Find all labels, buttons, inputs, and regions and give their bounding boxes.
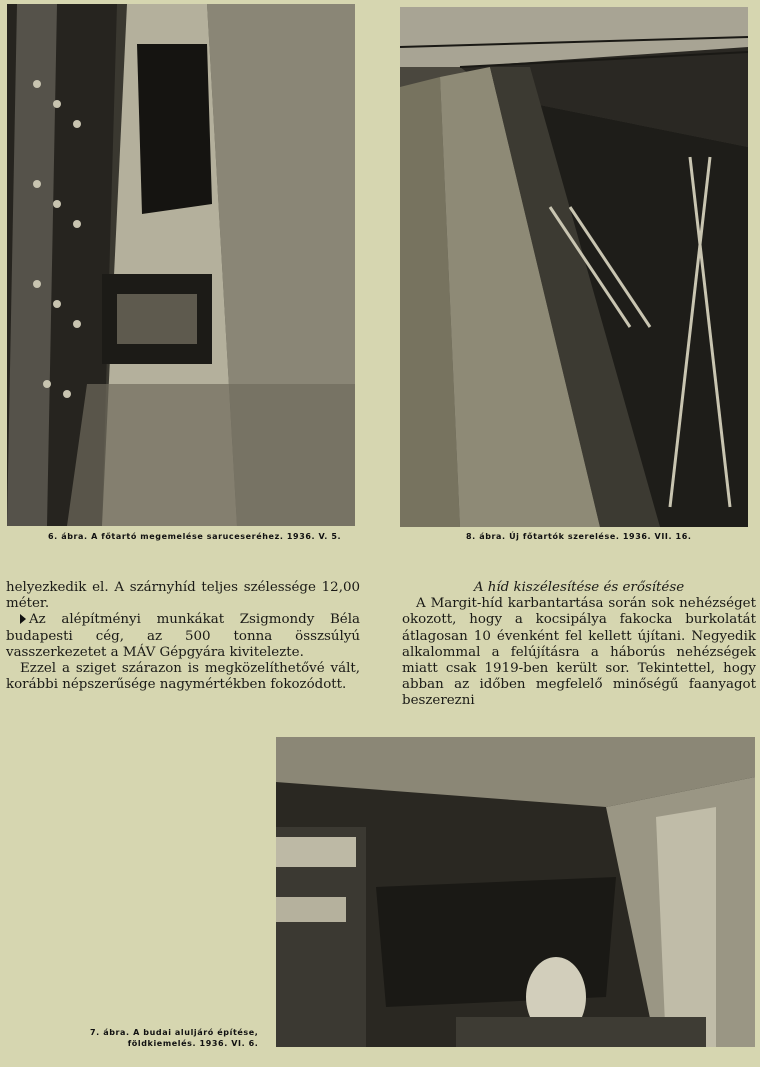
left-text-column <box>6 580 360 693</box>
caption-line: földkiemelés. 1936. VI. 6. <box>127 1039 259 1048</box>
photo-underpass-icon <box>276 737 755 1047</box>
photo-girder-assembly-icon <box>400 7 748 527</box>
arrow-marker-icon <box>20 614 26 624</box>
caption-line: 7. ábra. A budai aluljáró építése, <box>90 1028 259 1037</box>
paragraph: Az alépítményi munkákat Zsigmondy Béla budapesti cég, az 500 tonna összsúlyú vasszerkezetet a MÁV Gépgyára kivitelezte. <box>6 612 360 660</box>
paragraph: A Margit-híd karbantartása során sok nehézséget okozott, hogy a kocsipálya fakocka burkolatát átlagosan 10 évenként fel kellett újítani. Negyedik alkalommal a felújításra a háborús nehézségek miatt csak 1919-ben került sor. Tekintettel, hogy abban az időben megfelelő minőségű faanyagot beszerezni <box>402 596 756 709</box>
paragraph: helyezkedik el. A szárnyhíd teljes szélessége 12,00 méter. <box>6 580 360 612</box>
figure-8-photo <box>400 7 748 527</box>
section-title: A híd kiszélesítése és erősítése <box>473 580 685 595</box>
figure-7-photo <box>276 737 755 1047</box>
figure-7-caption <box>90 1027 258 1049</box>
figure-6-photo <box>7 4 355 526</box>
figure-6-caption: 6. ábra. A főtartó megemelése saruceseréhez. 1936. V. 5. <box>48 532 342 541</box>
paragraph: Ezzel a sziget szárazon is megközelíthetővé vált, korábbi népszerűsége nagymértékben fokozódott. <box>6 661 360 693</box>
figure-8-caption: 8. ábra. Új főtartók szerelése. 1936. VII. 16. <box>466 532 692 541</box>
photo-girder-lifting-icon <box>7 4 355 526</box>
right-text-column <box>402 580 756 710</box>
